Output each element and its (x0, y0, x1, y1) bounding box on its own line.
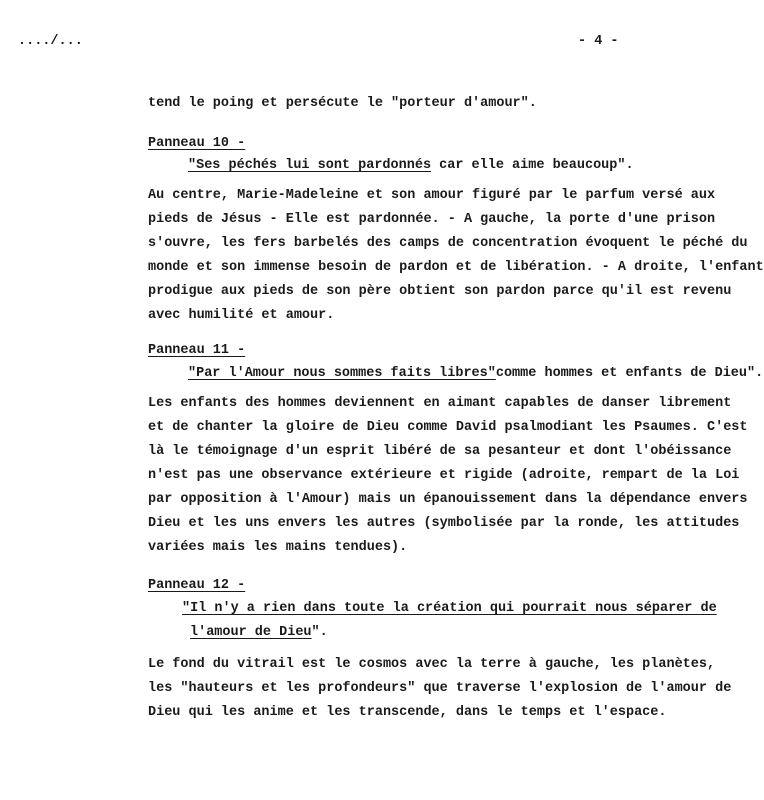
body-line: variées mais les mains tendues). (148, 540, 408, 555)
quote-rest: car elle aime beaucoup". (431, 158, 634, 173)
body-line: prodigue aux pieds de son père obtient son pardon parce qu'il est revenu (148, 284, 732, 299)
body-line: avec humilité et amour. (148, 308, 335, 323)
body-line: s'ouvre, les fers barbelés des camps de concentration évoquent le péché du (148, 236, 748, 251)
quote-underlined: "Il n'y a rien dans toute la création qui pourrait nous séparer de (182, 601, 717, 616)
panel-12-heading (148, 578, 245, 593)
body-line: Dieu qui les anime et les transcende, dans le temps et l'espace. (148, 705, 667, 720)
body-line: n'est pas une observance extérieure et rigide (adroite, rempart de la Loi (148, 468, 740, 483)
body-line: par opposition à l'Amour) mais un épanouissement dans la dépendance envers (148, 492, 748, 507)
panel-11-quote (188, 366, 763, 381)
panel-12-quote-line-1 (182, 601, 717, 616)
body-line: Dieu et les uns envers les autres (symbolisée par la ronde, les attitudes (148, 516, 740, 531)
continuation-mark: ..../... (18, 34, 83, 49)
panel-10-heading (148, 136, 245, 151)
panel-11-heading (148, 343, 245, 358)
quote-underlined: l'amour de Dieu (190, 625, 312, 640)
intro-line: tend le poing et persécute le "porteur d'amour". (148, 96, 537, 111)
panel-12-body (148, 653, 732, 725)
quote-rest: ". (311, 625, 328, 640)
quote-underlined: "Ses péchés lui sont pardonnés (188, 158, 432, 173)
quote-underlined: "Par l'Amour nous sommes faits libres" (188, 366, 496, 381)
body-line: Le fond du vitrail est le cosmos avec la terre à gauche, les planètes, (148, 657, 716, 672)
body-line: monde et son immense besoin de pardon et de libération. - A droite, l'enfant (148, 260, 764, 275)
panel-12-quote-line-2 (190, 625, 328, 640)
body-line: Les enfants des hommes deviennent en aimant capables de danser librement (148, 396, 732, 411)
panel-heading-label: Panneau 12 - (148, 578, 246, 593)
page-number: - 4 - (578, 34, 619, 49)
panel-heading-label: Panneau 10 - (148, 136, 246, 151)
body-line: et de chanter la gloire de Dieu comme David psalmodiant les Psaumes. C'est (148, 420, 748, 435)
panel-10-quote (188, 158, 634, 173)
panel-heading-label: Panneau 11 - (148, 343, 246, 358)
quote-rest: comme hommes et enfants de Dieu". (495, 366, 764, 381)
panel-10-body (148, 184, 764, 328)
body-line: les "hauteurs et les profondeurs" que traverse l'explosion de l'amour de (148, 681, 732, 696)
body-line: pieds de Jésus - Elle est pardonnée. - A gauche, la porte d'une prison (148, 212, 716, 227)
panel-11-body (148, 392, 748, 560)
body-line: Au centre, Marie-Madeleine et son amour figuré par le parfum versé aux (148, 188, 716, 203)
body-line: là le témoignage d'un esprit libéré de sa pesanteur et dont l'obéissance (148, 444, 732, 459)
